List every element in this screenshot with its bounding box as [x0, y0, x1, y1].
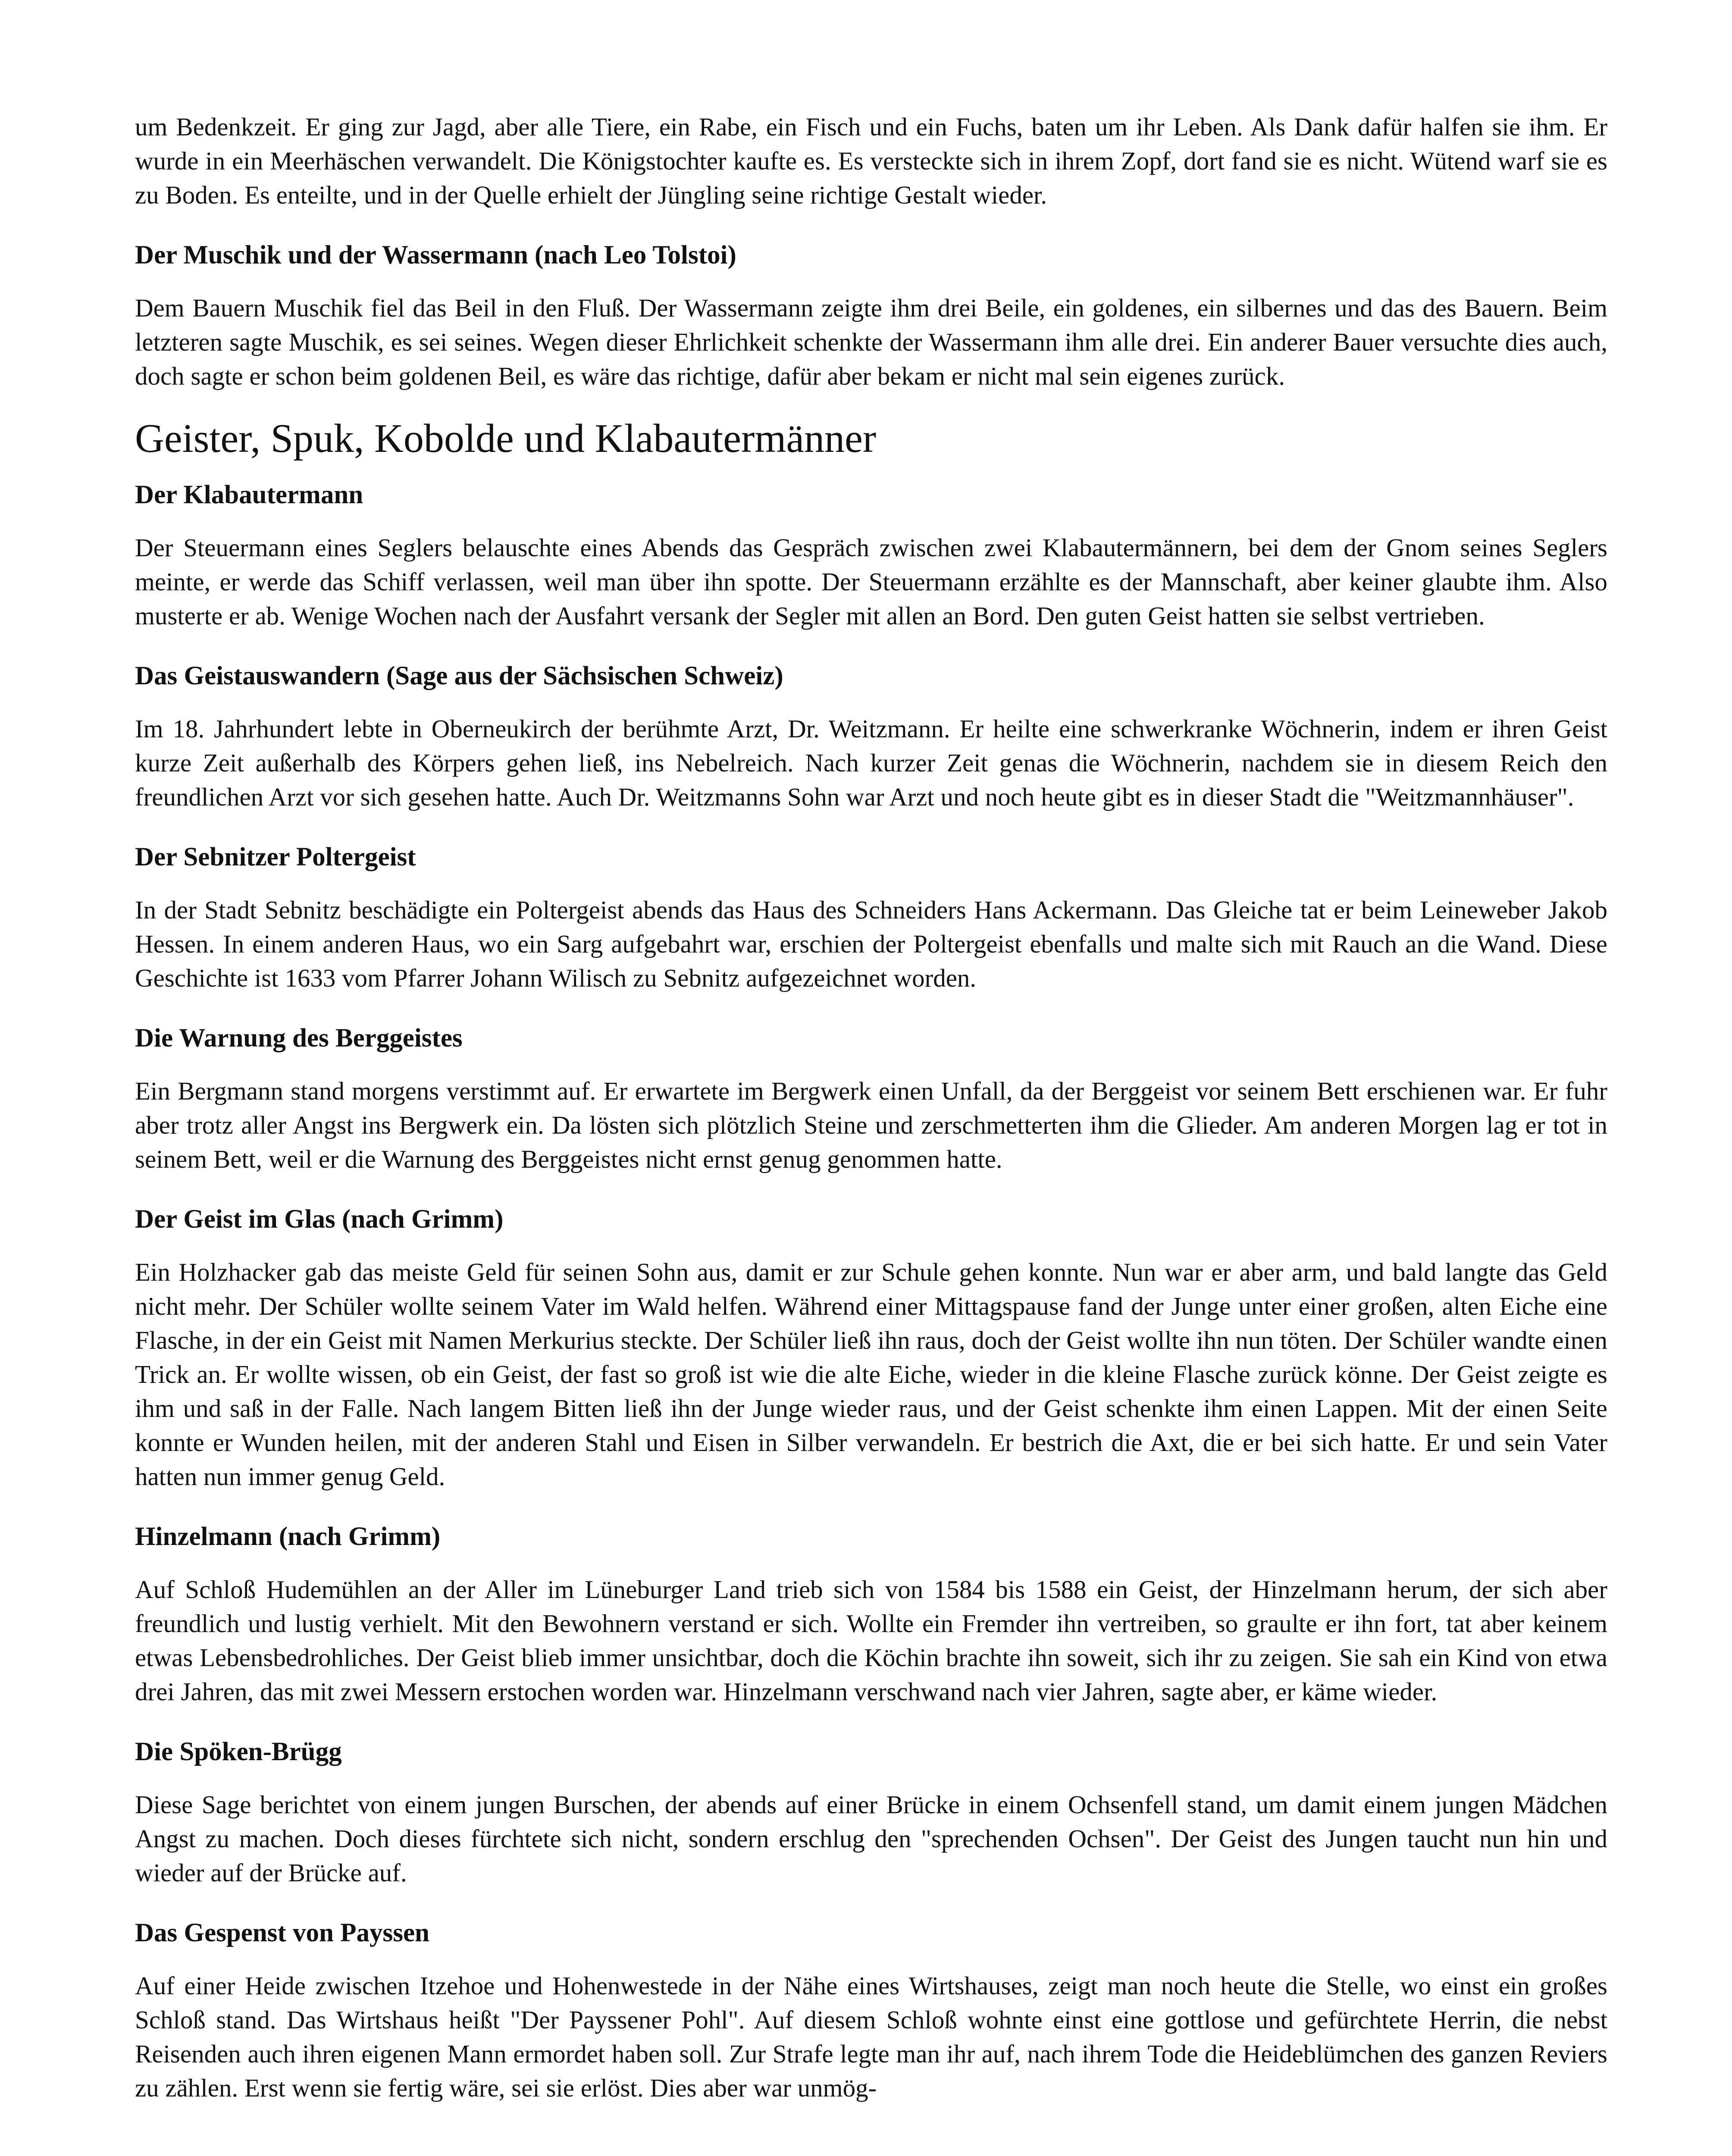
paragraph-geistauswandern: Im 18. Jahrhundert lebte in Oberneukirch der berühmte Arzt, Dr. Weitzmann. Er heilte eine schwerkranke Wöchnerin, indem er ihren Geist kurze Zeit außerhalb des Körpers gehen ließ, ins Nebelreich. Nach kurzer Zeit genas die Wöchnerin, nachdem sie in diesem Reich den freundlichen Arzt vor sich gesehen hatte. Auch Dr. Weitzmanns Sohn war Arzt und noch heute gibt es in dieser Stadt die "Weitzmannhäuser". [135, 714, 1607, 811]
heading-sebnitzer-poltergeist: Der Sebnitzer Poltergeist [135, 843, 416, 871]
heading-geistauswandern: Das Geistauswandern (Sage aus der Sächsischen Schweiz) [135, 661, 783, 690]
paragraph-muschik: Dem Bauern Muschik fiel das Beil in den Fluß. Der Wassermann zeigte ihm drei Beile, ein goldenes, ein silbernes und das des Bauern. Beim letzteren sagte Muschik, es sei seines. Wegen dieser Ehrlichkeit schenkte der Wassermann ihm alle drei. Ein anderer Bauer versuchte dies auch, doch sagte er schon beim goldenen Beil, es wäre das richtige, dafür aber bekam er nicht mal sein eigenes zurück. [135, 294, 1607, 390]
document-page [135, 110, 1607, 2105]
paragraph-sebnitzer-poltergeist: In der Stadt Sebnitz beschädigte ein Poltergeist abends das Haus des Schneiders Hans Ackermann. Das Gleiche tat er beim Leineweber Jakob Hessen. In einem anderen Haus, wo ein Sarg aufgebahrt war, erschien der Poltergeist ebenfalls und malte sich mit Rauch an die Wand. Diese Geschichte ist 1633 vom Pfarrer Johann Wilisch zu Sebnitz aufgezeichnet worden. [135, 896, 1607, 992]
heading-klabautermann: Der Klabautermann [135, 480, 363, 509]
heading-hinzelmann: Hinzelmann (nach Grimm) [135, 1522, 441, 1551]
paragraph-geist-im-glas: Ein Holzhacker gab das meiste Geld für seinen Sohn aus, damit er zur Schule gehen konnte. Nun war er aber arm, und bald langte das Geld nicht mehr. Der Schüler wollte seinem Vater im Wald helfen. Während einer Mittagspause fand der Junge unter einer großen, alten Eiche eine Flasche, in der ein Geist mit Namen Merkurius steckte. Der Schüler ließ ihn raus, doch der Geist wollte ihn nun töten. Der Schüler wandte einen Trick an. Er wollte wissen, ob ein Geist, der fast so groß ist wie die alte Eiche, wieder in die kleine Flasche zurück könne. Der Geist zeigte es ihm und saß in der Falle. Nach langem Bitten ließ ihn der Junge wieder raus, und der Geist schenkte ihm einen Lappen. Mit der einen Seite konnte er Wunden heilen, mit der anderen Stahl und Eisen in Silber verwandeln. Er bestrich die Axt, die er bei sich hatte. Er und sein Vater hatten nun immer genug Geld. [135, 1258, 1607, 1491]
paragraph-warnung-berggeist: Ein Bergmann stand morgens verstimmt auf. Er erwartete im Bergwerk einen Unfall, da der Berggeist vor seinem Bett erschienen war. Er fuhr aber trotz aller Angst ins Bergwerk ein. Da lösten sich plötzlich Steine und zerschmetterten ihm die Glieder. Am anderen Morgen lag er tot in seinem Bett, weil er die Warnung des Berggeistes nicht ernst genug genommen hatte. [135, 1077, 1607, 1173]
paragraph-klabautermann: Der Steuermann eines Seglers belauschte eines Abends das Gespräch zwischen zwei Klabautermännern, bei dem der Gnom seines Seglers meinte, er werde das Schiff verlassen, weil man über ihn spotte. Der Steuermann erzählte es der Mannschaft, aber keiner glaubte ihm. Also musterte er ab. Wenige Wochen nach der Ausfahrt versank der Segler mit allen an Bord. Den guten Geist hatten sie selbst vertrieben. [135, 533, 1607, 630]
paragraph-hinzelmann: Auf Schloß Hudemühlen an der Aller im Lüneburger Land trieb sich von 1584 bis 1588 ein Geist, der Hinzelmann herum, der sich aber freundlich und lustig verhielt. Mit den Bewohnern verstand er sich. Wollte ein Fremder ihn vertreiben, so graulte er ihn fort, tat aber keinem etwas Lebensbedrohliches. Der Geist blieb immer unsichtbar, doch die Köchin brachte ihn soweit, sich ihr zu zeigen. Sie sah ein Kind von etwa drei Jahren, das mit zwei Messern erstochen worden war. Hinzelmann verschwand nach vier Jahren, sagte aber, er käme wieder. [135, 1575, 1607, 1706]
heading-geist-im-glas: Der Geist im Glas (nach Grimm) [135, 1205, 504, 1234]
heading-gespenst-payssen: Das Gespenst von Payssen [135, 1918, 429, 1947]
heading-spoeken-bruegg: Die Spöken-Brügg [135, 1737, 342, 1766]
heading-muschik: Der Muschik und der Wassermann (nach Leo Tolstoi) [135, 241, 736, 270]
section-title-geister: Geister, Spuk, Kobolde und Klabautermänner [135, 416, 877, 461]
paragraph-spoeken-bruegg: Diese Sage berichtet von einem jungen Burschen, der abends auf einer Brücke in einem Ochsenfell stand, um damit einem jungen Mädchen Angst zu machen. Doch dieses fürchtete sich nicht, sondern erschlug den "sprechenden Ochsen". Der Geist des Jungen taucht nun hin und wieder auf der Brücke auf. [135, 1790, 1607, 1887]
heading-warnung-berggeist: Die Warnung des Berggeistes [135, 1024, 463, 1053]
paragraph-gespenst-payssen: Auf einer Heide zwischen Itzehoe und Hohenwestede in der Nähe eines Wirtshauses, zeigt man noch heute die Stelle, wo einst ein großes Schloß stand. Das Wirtshaus heißt "Der Payssener Pohl". Auf diesem Schloß wohnte einst eine gottlose und gefürchtete Herrin, die nebst Reisenden auch ihren eigenen Mann ermordet haben soll. Zur Strafe legte man ihr auf, nach ihrem Tode die Heideblümchen des ganzen Reviers zu zählen. Erst wenn sie fertig wäre, sei sie erlöst. Dies aber war unmög- [135, 1971, 1607, 2102]
paragraph-intro: um Bedenkzeit. Er ging zur Jagd, aber alle Tiere, ein Rabe, ein Fisch und ein Fuchs, baten um ihr Leben. Als Dank dafür halfen sie ihm. Er wurde in ein Meerhäschen verwandelt. Die Königstochter kaufte es. Es versteckte sich in ihrem Zopf, dort fand sie es nicht. Wütend warf sie es zu Boden. Es enteilte, und in der Quelle erhielt der Jüngling seine richtige Gestalt wieder. [135, 113, 1607, 209]
